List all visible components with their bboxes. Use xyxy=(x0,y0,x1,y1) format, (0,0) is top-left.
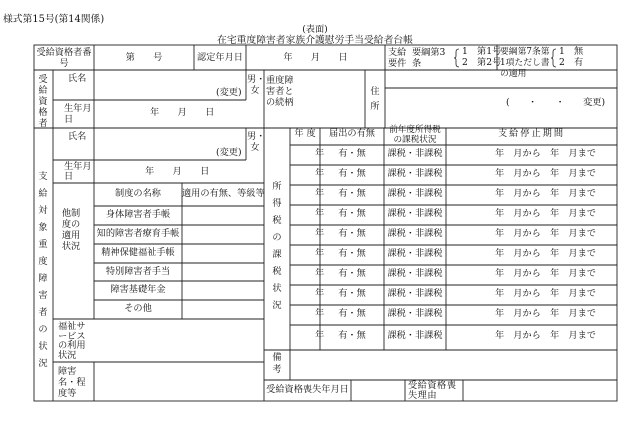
welfare-label: 福祉サービスの利用状況 xyxy=(58,321,86,361)
recipient-birth-value: 年 月 日 xyxy=(150,107,215,118)
system-item: 精神保健福祉手帳 xyxy=(101,247,175,258)
tax-year: 年 xyxy=(315,248,325,259)
tax-taxed: 課税・非課税 xyxy=(387,228,443,239)
proviso-option-1: 1 無 xyxy=(559,46,584,57)
tax-year: 年 xyxy=(315,268,325,279)
tax-period: 年 月から 年 月まで xyxy=(494,188,596,199)
tax-taxed: 課税・非課税 xyxy=(387,208,443,219)
clause-label: 要綱第3条 xyxy=(412,47,446,69)
tax-taxed: 課税・非課税 xyxy=(387,288,443,299)
clause-option-1: 1 第1号 xyxy=(462,46,502,57)
tax-filing: 有・無 xyxy=(338,288,366,299)
subject-name-label: 氏名 xyxy=(68,131,87,142)
tax-filing: 有・無 xyxy=(338,330,366,341)
recipient-address-label: 住所 xyxy=(370,86,380,112)
proviso-option-2: 2 有 xyxy=(559,57,584,68)
recipient-sex: 男・女 xyxy=(247,74,266,96)
tax-col-year: 年 度 xyxy=(294,128,316,139)
tax-filing: 有・無 xyxy=(338,148,366,159)
clause-option-2: 2 第2号 xyxy=(462,57,502,68)
form-number: 様式第15号(第14関係) xyxy=(3,14,105,25)
tax-filing: 有・無 xyxy=(338,268,366,279)
tax-period: 年 月から 年 月まで xyxy=(494,268,596,279)
tax-filing: 有・無 xyxy=(338,308,366,319)
subject-birth-value: 年 月 日 xyxy=(145,166,210,177)
system-item: その他 xyxy=(124,303,152,314)
title-sub: (表面) xyxy=(302,24,328,35)
system-item: 知的障害者療育手帳 xyxy=(96,228,180,239)
system-item: 障害基礎年金 xyxy=(110,284,166,295)
tax-year: 年 xyxy=(315,188,325,199)
tax-period: 年 月から 年 月まで xyxy=(494,288,596,299)
remarks-label: 備考 xyxy=(272,352,282,375)
tax-year: 年 xyxy=(315,288,325,299)
lost-reason-label: 受給資格喪失理由 xyxy=(408,380,457,401)
tax-year: 年 xyxy=(315,308,325,319)
tax-year: 年 xyxy=(315,330,325,341)
cert-date-label: 認定年月日 xyxy=(197,52,243,63)
tax-period: 年 月から 年 月まで xyxy=(494,168,596,179)
provision-label: 支給要件 xyxy=(388,47,407,69)
tax-year: 年 xyxy=(315,168,325,179)
page-title: 在宅重度障害者家族介護慰労手当受給者台帳 xyxy=(217,35,413,46)
systems-label: 他制度の適用状況 xyxy=(61,208,81,252)
system-header: 制度の名称 xyxy=(115,188,161,199)
recipient-birth-label: 生年月日 xyxy=(64,103,92,125)
tax-period: 年 月から 年 月まで xyxy=(494,208,596,219)
tax-period: 年 月から 年 月まで xyxy=(494,330,596,341)
tax-col-prev: 前年度所得税の課税状況 xyxy=(389,125,441,145)
recipient-relation-label: 重度障害者との続柄 xyxy=(266,75,294,108)
tax-taxed: 課税・非課税 xyxy=(387,168,443,179)
tax-taxed: 課税・非課税 xyxy=(387,330,443,341)
system-item: 身体障害者手帳 xyxy=(105,209,171,220)
cert-date-value: 年 月 日 xyxy=(283,52,348,63)
number-value: 第 号 xyxy=(125,52,163,63)
recipient-section-label: 受給資格者 xyxy=(38,74,48,129)
tax-period: 年 月から 年 月まで xyxy=(494,148,596,159)
tax-filing: 有・無 xyxy=(338,248,366,259)
system-item: 特別障害者手当 xyxy=(105,266,171,277)
tax-section-label: 所得税の課税状況 xyxy=(272,181,282,311)
tax-col-period: 支給停止期間 xyxy=(497,128,566,139)
tax-taxed: 課税・非課税 xyxy=(387,308,443,319)
tax-filing: 有・無 xyxy=(338,188,366,199)
subject-sex: 男・女 xyxy=(247,131,266,153)
tax-taxed: 課税・非課税 xyxy=(387,188,443,199)
proviso-label: 要綱第7条第1項ただし書の適用 xyxy=(500,47,550,79)
tax-period: 年 月から 年 月まで xyxy=(494,228,596,239)
tax-col-filing: 届出の有無 xyxy=(329,128,375,139)
tax-year: 年 xyxy=(315,208,325,219)
tax-period: 年 月から 年 月まで xyxy=(494,308,596,319)
tax-year: 年 xyxy=(315,228,325,239)
tax-filing: 有・無 xyxy=(338,208,366,219)
tax-filing: 有・無 xyxy=(338,228,366,239)
number-label: 受給資格者番号 xyxy=(36,47,92,69)
tax-taxed: 課税・非課税 xyxy=(387,248,443,259)
tax-filing: 有・無 xyxy=(338,168,366,179)
tax-taxed: 課税・非課税 xyxy=(387,148,443,159)
tax-period: 年 月から 年 月まで xyxy=(494,248,596,259)
recipient-change: (変更) xyxy=(216,87,242,98)
subject-birth-label: 生年月日 xyxy=(64,161,92,182)
subject-section-label: 支給対象重度障害者の状況 xyxy=(38,171,48,369)
tax-taxed: 課税・非課税 xyxy=(387,268,443,279)
tax-year: 年 xyxy=(315,148,325,159)
applied-header: 適用の有無、等級等 xyxy=(182,188,265,199)
recipient-phone-hint: ( ・ ・ 変更) xyxy=(506,97,606,108)
recipient-name-label: 氏名 xyxy=(68,73,87,84)
lost-date-label: 受給資格喪失年月日 xyxy=(266,384,349,395)
degree-label: 障害名・程度等 xyxy=(58,366,86,399)
subject-change: (変更) xyxy=(216,147,242,158)
